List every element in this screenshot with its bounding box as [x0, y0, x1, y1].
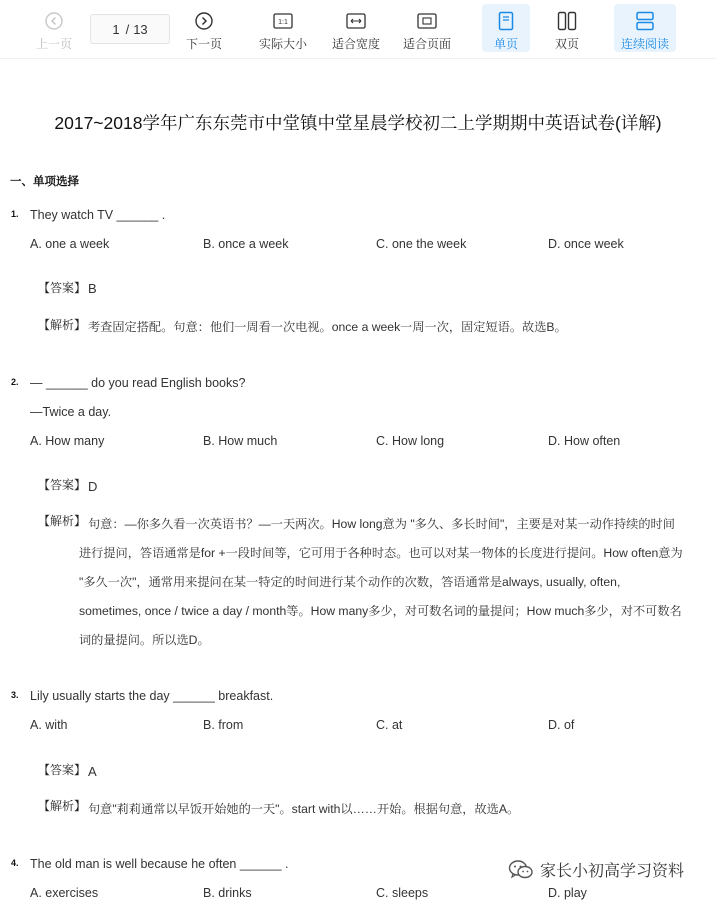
continuous-read-button[interactable] [614, 4, 676, 52]
fit-width-button[interactable] [327, 4, 385, 52]
answer-tag: 【答案】 [38, 478, 87, 492]
question-stem: They watch TV ______ . [30, 208, 166, 222]
option-c: C. How long [376, 434, 445, 448]
analysis-line: sometimes, once / twice a day / month等。How many多少，对可数名词的量提问；How much多少，对不可数名 [79, 604, 682, 618]
chevron-right-icon [195, 10, 213, 32]
analysis-line: 进行提问，答语通常是for +一段时间等，它可用于各种时态。也可以对某一物体的长度进行提问。How often意为 [79, 546, 683, 560]
answer-tag: 【答案】 [38, 763, 87, 777]
option-a: A. one a week [30, 237, 110, 251]
next-page-label: 下一页 [185, 37, 222, 51]
analysis-line: 考查固定搭配。句意：他们一周看一次电视。once a week一周一次，固定短语。故选B。 [88, 320, 567, 334]
question-stem: — ______ do you read English books? [30, 376, 246, 390]
question-stem: —Twice a day. [30, 405, 112, 419]
question-stem: Lily usually starts the day ______ breakfast. [30, 689, 274, 703]
analysis-line: "多久一次"，通常用来提问在某一特定的时间进行某个动作的次数，答语通常是always, usually, often, [79, 575, 621, 589]
option-a: A. How many [30, 434, 105, 448]
option-c: C. at [376, 718, 403, 732]
actual-size-label: 实际大小 [258, 37, 307, 51]
page-indicator[interactable]: 1 / 13 [90, 14, 170, 44]
single-page-button[interactable] [482, 4, 530, 52]
option-d: D. once week [548, 237, 624, 251]
fit-page-label: 适合页面 [402, 37, 451, 51]
analysis-tag: 【解析】 [38, 799, 87, 813]
wechat-icon [508, 859, 534, 881]
analysis-tag: 【解析】 [38, 318, 87, 332]
analysis-line: 句意"莉莉通常以早饭开始她的一天"。start with以……开始。根据句意，故选A。 [88, 802, 520, 816]
answer-value: A [88, 764, 97, 779]
option-b: B. How much [203, 434, 278, 448]
single-page-icon [498, 10, 514, 32]
fit-page-icon [417, 10, 437, 32]
double-page-label: 双页 [554, 37, 579, 51]
continuous-read-icon [635, 10, 655, 32]
prev-page-button[interactable] [32, 4, 76, 52]
viewer-toolbar [0, 0, 716, 59]
continuous-read-label: 连续阅读 [620, 37, 669, 51]
answer-tag: 【答案】 [38, 281, 87, 295]
question-number: 2. [11, 377, 19, 387]
watermark-text: 家长小初高学习资料 [540, 863, 685, 880]
option-d: D. of [548, 718, 575, 732]
question-number: 1. [11, 209, 19, 219]
document-title: 2017~2018学年广东东莞市中堂镇中堂星晨学校初二上学期期中英语试卷(详解) [54, 113, 662, 133]
analysis-line: 句意：—你多久看一次英语书？—一天两次。How long意为 "多久、多长时间"，主要是对某一动作持续的时间 [88, 517, 675, 531]
option-c: C. sleeps [376, 886, 429, 900]
question-number: 4. [11, 858, 19, 868]
answer-value: D [88, 479, 98, 494]
next-page-button[interactable] [182, 4, 226, 52]
option-d: D. How often [548, 434, 621, 448]
option-d: D. play [548, 886, 587, 900]
option-b: B. drinks [203, 886, 252, 900]
question-number: 3. [11, 690, 19, 700]
page-total: 13 [133, 21, 148, 37]
option-b: B. once a week [203, 237, 289, 251]
analysis-line: 词的量提问。所以选D。 [79, 633, 210, 647]
watermark [508, 858, 684, 881]
answer-value: B [88, 281, 97, 296]
option-b: B. from [203, 718, 244, 732]
actual-size-button[interactable] [254, 4, 312, 52]
fit-width-icon [346, 10, 366, 32]
section-heading: 一、单项选择 [10, 176, 79, 188]
fit-page-button[interactable] [398, 4, 456, 52]
svg-text:1:1: 1:1 [278, 19, 288, 26]
option-a: A. exercises [30, 886, 99, 900]
double-page-button[interactable] [543, 4, 591, 52]
option-c: C. one the week [376, 237, 467, 251]
actual-size-icon [273, 10, 293, 32]
chevron-left-icon [45, 10, 63, 32]
page-current[interactable]: 1 [112, 21, 120, 37]
fit-width-label: 适合宽度 [331, 37, 380, 51]
single-page-label: 单页 [493, 37, 518, 51]
option-a: A. with [30, 718, 68, 732]
analysis-tag: 【解析】 [38, 514, 87, 528]
double-page-icon [557, 10, 577, 32]
prev-page-label: 上一页 [35, 37, 72, 51]
question-stem: The old man is well because he often ______ . [30, 857, 289, 871]
